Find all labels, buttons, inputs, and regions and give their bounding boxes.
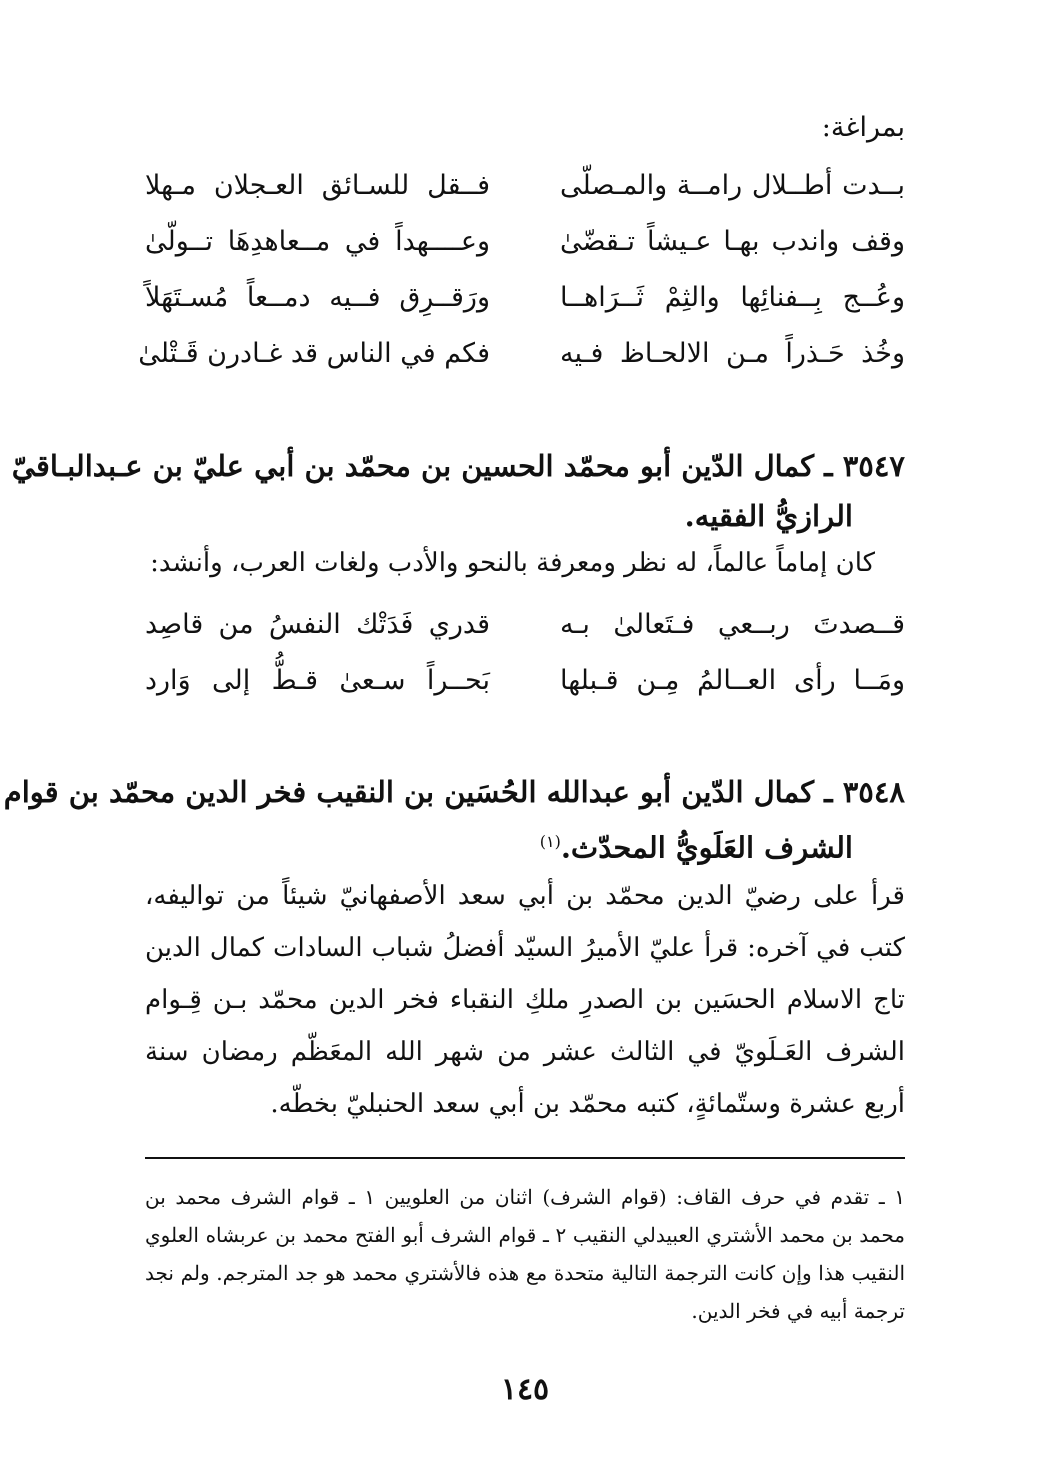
poem-section-1 [138, 157, 905, 381]
verse [145, 269, 905, 325]
verse-first-hemistich: ومَــا رأى العــالمُ مِـن قـبلها [560, 664, 905, 696]
verse-second-hemistich: قدري فَدَتْك النفسُ من قاصِد [145, 608, 490, 640]
entry-heading-3547 [11, 441, 905, 541]
footnote-divider [145, 1157, 905, 1159]
entry-title: ـ كمال الدّين أبو عبدالله الحُسَين بن النقيب فخر الدين محمّد بن قوام [3, 775, 833, 809]
intro-line: بمراغة: [821, 112, 905, 143]
verse [145, 157, 905, 213]
verse-second-hemistich: بَحــراً سـعىٰ قـطُّ إلى وَارد [145, 664, 490, 696]
entry-body-paragraph: قرأ على رضيّ الدين محمّد بن أبي سعد الأصفهانيّ شيئاً من تواليفه، كتب في آخره: قرأ عليّ الأميرُ السيّد أفضلُ شباب السادات كمال الدين تاج الاسلام الحسَين بن الصدرِ ملكِ النقباء فخر الدين محمّد بـن قِـوام الشرف العَـلَويّ في الثالث عشر من شهر الله المعَظّم رمضان سنة أربع عشرة وستّمائةٍ، كتبه محمّد بن أبي سعد الحنبليّ بخطّه. [145, 881, 905, 1119]
verse-first-hemistich: وعُــج بِــفنائِها والثِمْ ثَــرَاهــا [560, 281, 905, 313]
verse [145, 596, 905, 652]
verse-first-hemistich: قــصدتَ ربــعي فـتَعالىٰ بـه [560, 608, 905, 640]
entry-title: ـ كمال الدّين أبو محمّد الحسين بن محمّد بن أبي عليّ بن عـبدالبـاقيّ [11, 449, 833, 483]
entry-title-continued [145, 817, 905, 873]
verse-first-hemistich: وخُذ حَـذراً مـن الالحـاظ فـيه [560, 337, 905, 369]
verse-second-hemistich: وعــــهداً في مــعاهدِهَا تــولّىٰ [145, 225, 490, 257]
poem-section-2 [145, 596, 905, 708]
verse-first-hemistich: بــدت أطــلال رامــة والمـصلّى [560, 169, 905, 201]
entry-number: ٣٥٤٨ [842, 775, 905, 809]
verse [145, 213, 905, 269]
verse-second-hemistich: فــقل للسـائق العـجلان مـهلا [145, 169, 490, 201]
verse-first-hemistich: وقف واندب بهـا عـيشاً تـقضّىٰ [560, 225, 905, 257]
verse-second-hemistich: فكم في الناس قد غـادرن قَـتْلىٰ [138, 337, 490, 369]
verse-second-hemistich: ورَقــرِق فــيه دمــعاً مُسـتَهَلاً [145, 281, 490, 313]
entry-number: ٣٥٤٧ [842, 449, 905, 483]
entry-title-continued: الرازيُّ الفقيه. [684, 499, 853, 533]
entry-heading-line [11, 441, 905, 491]
footnote-reference[interactable]: (١) [539, 832, 561, 851]
verse [138, 325, 905, 381]
verse [145, 652, 905, 708]
entry-title-text: الشرف العَلَويُّ المحدّث. [560, 830, 853, 865]
entry-heading-line [3, 767, 905, 817]
page-number: ١٤٥ [500, 1372, 550, 1407]
entry-heading-3548 [3, 767, 905, 873]
entry-intro-text: كان إماماً عالماً، له نظر ومعرفة بالنحو والأدب ولغات العرب، وأنشد: [150, 548, 875, 578]
footnote-text: ١ ـ تقدم في حرف القاف: (قوام الشرف) اثنان من العلويين ١ ـ قوام الشرف محمد بن محمد بن محمد الأشتري العبيدلي النقيب ٢ ـ قوام الشرف أبو الفتح محمد بن عربشاه العلوي النقيب هذا وإن كانت الترجمة التالية متحدة مع هذه فالأشتري محمد هو جد المترجم. ولم نجد ترجمة أبيه في فخر الدين. [145, 1185, 906, 1323]
